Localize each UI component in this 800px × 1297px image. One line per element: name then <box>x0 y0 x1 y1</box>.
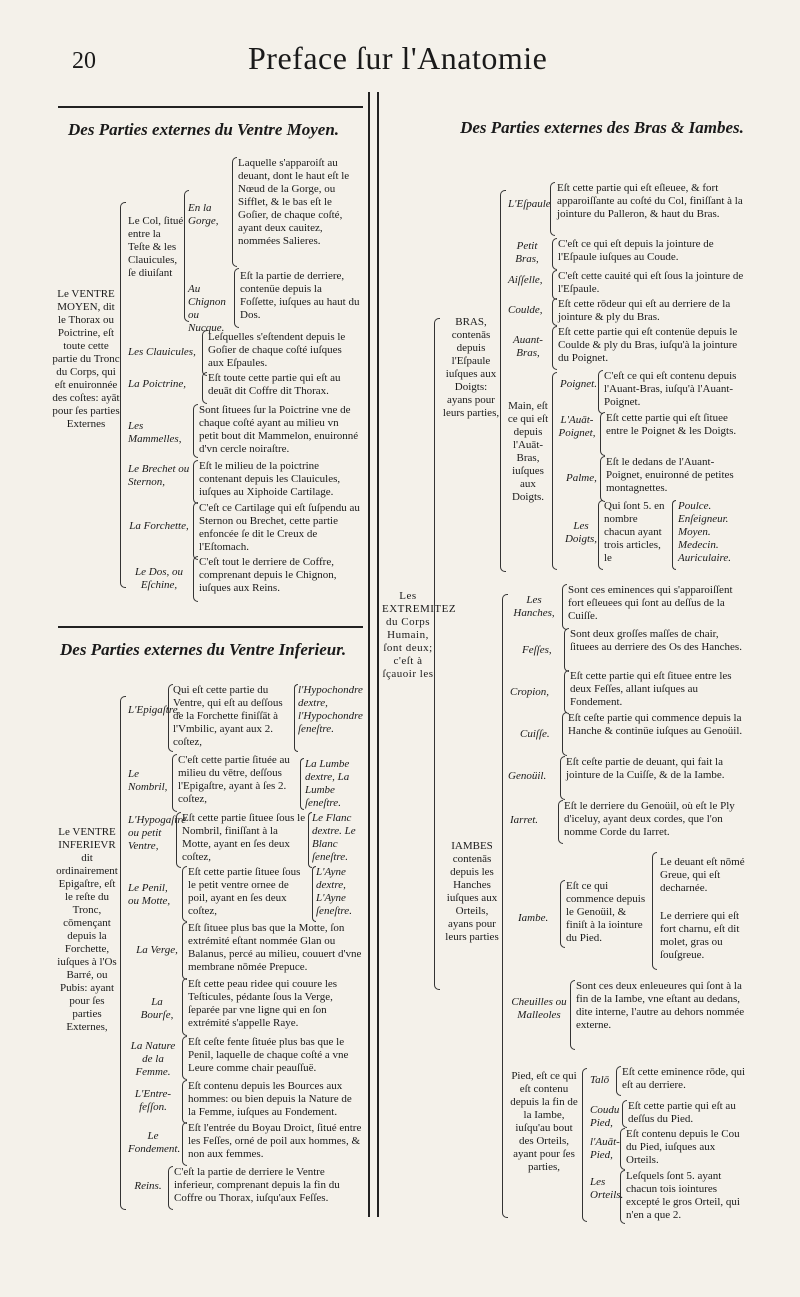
iambes-genou-desc: Eſt ceſte partie de deuant, qui fait la jointure de la Cuiſſe, & de la Iambe. <box>566 756 725 781</box>
bras-palme-desc: Eſt le dedans de l'Auant-Poignet, enuironné de petites montagnettes. <box>606 456 734 494</box>
bras-palme: Palme, <box>566 472 597 484</box>
fesses-brace <box>564 628 569 672</box>
poignet-brace <box>598 370 603 414</box>
cropion-brace <box>564 670 569 714</box>
inf-nature: La Nature de la Femme. <box>130 1040 176 1078</box>
inf-nombril: Le Nombril, <box>128 768 168 793</box>
inferieur-root: Le VENTRE INFERIEVR dit ordinairement Epigaſtre, eſt le reſte du Tronc, cōmençant depuis la Forchette, iuſques à l'Os Barré, ou Pubis: ayant pour ſes parties Externes, <box>56 826 118 1033</box>
inf-reins: Reins. <box>134 1180 162 1192</box>
main-brace <box>552 372 557 570</box>
brechet-brace <box>193 460 198 504</box>
moyen-clavicules-desc: Leſquelles s'eſtendent depuis le Goſier de chaque coſté iuſques aux Eſpaules. <box>208 331 346 369</box>
bras-coude: Coulde, <box>508 304 543 316</box>
bras-coude-desc: Eſt cette rōdeur qui eſt au derriere de la jointure & ply du Bras. <box>558 298 731 323</box>
inf-entrefesson: L'Entre-feſſon. <box>134 1088 172 1113</box>
bras-petit-desc: C'eſt ce qui eſt depuis la jointure de l'Eſpaule iuſques au Coude. <box>558 238 714 263</box>
inf-hypogastre: L'Hypogaſtre ou petit Ventre, <box>128 814 187 852</box>
moyen-mammelles: Les Mammelles, <box>128 420 182 445</box>
moyen-dos-desc: C'eſt tout le derriere de Coffre, comprenant depuis le Chignon, iuſques aux Reins. <box>199 556 337 594</box>
moyen-gorge: En la Gorge, <box>188 202 219 227</box>
bras-avantpoignet-desc: Eſt cette partie qui eſt ſituee entre le Poignet & les Doigts. <box>606 412 737 437</box>
iambes-chevilles-desc: Sont ces deux enleueures qui ſont à la fin de la Iambe, vne eſtant au dedans, dite interne, l'autre au dehors nommée externe. <box>576 980 745 1031</box>
extremitez-brace <box>434 318 440 990</box>
moyen-poictrine: La Poictrine, <box>128 378 187 390</box>
fond-brace <box>182 1122 187 1166</box>
bourse-brace <box>182 978 187 1036</box>
inf-reins-desc: C'eſt la partie de derriere le Ventre inferieur, comprenant depuis la fin du Coffre ou Thorax, iuſqu'aux Feſſes. <box>174 1166 340 1204</box>
bras-aisselle-desc: C'eſt cette cauité qui eſt ſous la jointure de l'Eſpaule. <box>558 270 744 295</box>
inferieur-brace <box>120 696 126 1210</box>
iambes-iambe-desc: Eſt ce qui commence depuis le Genoüil, & finiſt à la iointure du Pied. <box>566 880 646 944</box>
bras-avant: Auant-Bras, <box>513 334 543 359</box>
section-rule-top <box>58 106 363 108</box>
hanches-brace <box>562 584 567 630</box>
inf-epigastre-desc: Qui eſt cette partie du Ventre, qui eſt au deſſous de la Forchette finiſſāt à l'Vmbilic, ayant aux 2. coſtez, <box>173 684 283 748</box>
iambes-derriere: Le derriere qui eſt fort charnu, eſt dit molet, gras ou ſouſgreue. <box>660 910 740 961</box>
moyen-brechet-desc: Eſt le milieu de la poictrine contenant depuis les Clauicules, iuſques au Xiphoide Cartilage. <box>199 460 341 498</box>
espaule-brace <box>550 182 555 236</box>
extremitez-root: Les EXTREMITEZ du Corps Humain, ſont deux; c'eſt à ſçauoir les <box>382 590 457 680</box>
genou-brace <box>560 756 565 800</box>
iambes-cuisse-desc: Eſt ceſte partie qui commence depuis la Hanche & continüe iuſques au Genoüil. <box>568 712 743 737</box>
moyen-forchette-desc: C'eſt ce Cartilage qui eſt ſuſpendu au Sternon ou Brechet, cette partie enfoncée ſe dit le Creux de l'Eſtomach. <box>199 502 360 553</box>
moyen-brace <box>120 202 126 588</box>
mam-brace <box>193 404 198 458</box>
gorge-brace <box>232 157 237 267</box>
bras-doigts-desc: Qui ſont 5. en nombre chacun ayant trois articles, le <box>604 500 665 564</box>
inf-nombril-desc: C'eſt cette partie ſituée au milieu du vētre, deſſous l'Epigaſtre, ayant à ſes 2. coſtez, <box>178 754 290 805</box>
inf-epigastre: L'Epigaſtre, <box>128 704 181 716</box>
inf-fondement: Le Fondement. <box>128 1130 181 1155</box>
bras-doigts: Les Doigts, <box>564 520 598 545</box>
inf-epigastre-sides: l'Hypochondre dextre, l'Hypochondre ſeneſtre. <box>298 684 363 735</box>
iambes-cuisse: Cuiſſe. <box>520 728 550 740</box>
iambes-chevilles: Cheuilles ou Malleoles <box>511 996 567 1021</box>
column-rule-right <box>377 92 379 1217</box>
entre-brace <box>182 1080 187 1124</box>
reins-brace <box>168 1166 173 1210</box>
moyen-clavicules: Les Clauicules, <box>128 346 196 358</box>
iambes-coudupied: Coudu Pied, <box>590 1104 620 1129</box>
petit-brace <box>552 238 557 270</box>
iambes-iarret: Iarret. <box>510 814 539 826</box>
avpied-brace <box>620 1128 625 1170</box>
talon-brace <box>616 1066 621 1096</box>
bras-aisselle: Aiſſelle, <box>508 274 543 286</box>
coudu-brace <box>622 1100 627 1128</box>
iambes-talon: Talō <box>590 1074 610 1086</box>
clav-brace <box>202 330 207 376</box>
nomb-r-brace <box>300 758 304 810</box>
iambes-orteils-desc: Leſquels ſont 5. ayant chacun tois iointures excepté le gros Orteil, qui n'en a que 2. <box>626 1170 740 1221</box>
inf-entrefesson-desc: Eſt contenu depuis les Bources aux hommes: ou bien depuis la Nature de la Femme, iuſques au Fondement. <box>188 1080 352 1118</box>
pied-brace <box>582 1068 587 1222</box>
iambes-iambe: Iambe. <box>518 912 549 924</box>
chevilles-brace <box>570 980 575 1050</box>
hypo-brace <box>176 812 181 868</box>
inf-hypogastre-desc: Eſt cette partie ſituee ſous le Nombril, finiſſant à la Motte, ayant en ſes deux coſtez, <box>182 812 306 863</box>
section-rule-mid <box>58 626 363 628</box>
inf-penil-sides: L'Ayne dextre, L'Ayne ſeneſtre. <box>316 866 352 917</box>
iambes-cropion: Cropion, <box>510 686 550 698</box>
doigts-r-brace <box>672 500 676 570</box>
inf-nature-desc: Eſt ceſte fente ſituée plus bas que le Penil, laquelle de chaque coſté a vne Leure comme chair peauſſuë. <box>188 1036 349 1074</box>
chignon-brace <box>234 268 239 328</box>
moyen-dos: Le Dos, ou Eſchine, <box>135 566 183 591</box>
nomb-brace <box>172 754 177 812</box>
iambe-brace <box>560 880 565 948</box>
iambes-coudupied-desc: Eſt cette partie qui eſt au deſſus du Pied. <box>628 1100 736 1125</box>
moyen-forchette: La Forchette, <box>129 520 189 532</box>
bras-espaule: L'Eſpaule <box>508 198 551 210</box>
avant-brace <box>552 326 557 370</box>
column-rule-left <box>368 92 370 1217</box>
aiss-brace <box>552 270 557 300</box>
page-number: 20 <box>72 48 96 74</box>
coude-brace <box>552 298 557 326</box>
cuisse-brace <box>562 712 567 756</box>
iambes-avantpied: l'Auāt-Pied, <box>590 1136 620 1161</box>
bras-root: BRAS, contenās depuis l'Eſpaule iuſques aux Doigts: ayans pour leurs parties, <box>442 316 500 419</box>
moyen-chignon: Au Chignon ou Nucque. <box>188 283 226 334</box>
moyen-chignon-desc: Eſt la partie de derriere, contenüe depuis la Foſſette, iuſques au haut du Dos. <box>240 270 360 321</box>
bras-avant-desc: Eſt cette partie qui eſt contenüe depuis le Coulde & ply du Bras, iuſqu'à la jointure du Poignet. <box>558 326 738 364</box>
iambes-hanches: Les Hanches, <box>513 594 555 619</box>
moyen-section-title: Des Parties externes du Ventre Moyen. <box>68 120 340 139</box>
bras-doigts-list: Poulce. Enſeigneur. Moyen. Medecin. Auriculaire. <box>678 500 732 564</box>
iambes-pied: Pied, eſt ce qui eſt contenu depuis la fin de la Iambe, iuſqu'au bout des Orteils, ayant pour ſes parties, <box>510 1070 578 1173</box>
orteils-brace <box>620 1170 625 1224</box>
inf-verge-desc: Eſt ſituee plus bas que la Motte, ſon extrémité eſtant nommée Glan ou Balanus, percé au milieu, couuert d'vne membrane nōmée Prepuce. <box>188 922 362 973</box>
iambes-avantpied-desc: Eſt contenu depuis le Cou du Pied, iuſques aux Orteils. <box>626 1128 740 1166</box>
inf-hypogastre-sides: Le Flanc dextre. Le Blanc ſeneſtre. <box>312 812 356 863</box>
inferieur-section-title: Des Parties externes du Ventre Inferieur. <box>60 640 347 659</box>
inf-bourse-desc: Eſt cette peau ridee qui couure les Teſticules, pédante ſous la Verge, ſeparée par vne ligne qui en ſon extrémité s'appelle Raye. <box>188 978 338 1029</box>
iambes-iarret-desc: Eſt le derriere du Genoüil, où eſt le Ply d'iceluy, ayant deux cordes, que l'on nomme Corde du Iarret. <box>564 800 735 838</box>
iambes-hanches-desc: Sont ces eminences qui s'apparoiſſent fort eſleuees qui ſont au deſſus de la Cuiſſe. <box>568 584 733 622</box>
moyen-brechet: Le Brechet ou Sternon, <box>128 463 190 488</box>
moyen-root: Le VENTRE MOYEN, dit le Thorax ou Poictrine, eſt toute cette partie du Tronc du Corps, qui eſt enuironnée des coſtes: ayāt pour ſes parties Externes <box>52 288 120 430</box>
iambes-genou: Genoüil. <box>508 770 547 782</box>
penil-brace <box>182 866 187 922</box>
iambes-cropion-desc: Eſt cette partie qui eſt ſituee entre les deux Feſſes, allant iuſques au Fondement. <box>570 670 732 708</box>
inf-bourse: La Bourſe, <box>140 996 174 1021</box>
fourch-brace <box>193 502 198 560</box>
iambes-orteils: Les Orteils. <box>590 1176 624 1201</box>
moyen-gorge-desc: Laquelle s'apparoiſt au deuant, dont le haut eſt le Nœud de la Gorge, ou Sifflet, & le bas eſt le Goſier, de chaque coſté, ayant deux cauitez, nommées Salieres. <box>238 157 350 247</box>
moyen-poictrine-desc: Eſt toute cette partie qui eſt au deuāt dit Coffre dit Thorax. <box>208 372 341 397</box>
iarret-brace <box>558 800 563 844</box>
bras-section-title: Des Parties externes des Bras & Iambes. <box>460 118 744 137</box>
bras-avantpoignet: L'Auāt-Poignet, <box>558 414 596 439</box>
inf-penil: Le Penil, ou Motte, <box>128 882 171 907</box>
inf-verge: La Verge, <box>136 944 178 956</box>
iambes-talon-desc: Eſt cette eminence rōde, qui eſt au derriere. <box>622 1066 746 1091</box>
bras-petit: Petit Bras, <box>515 240 539 265</box>
iambe-r-brace <box>652 852 657 970</box>
bras-espaule-desc: Eſt cette partie qui eſt eſleuee, & fort apparoiſſante au coſté du Col, finiſſant à la jointure du Palleron, & haut du Bras. <box>557 182 743 220</box>
bras-main: Main, eſt ce qui eſt depuis l'Auāt-Bras, iuſques aux Doigts. <box>507 400 549 503</box>
moyen-mammelles-desc: Sont ſituees ſur la Poictrine vne de chaque coſté ayant au milieu vn petit bout dit Mammelon, enuironné d'vn cercle noiraſtre. <box>199 404 359 455</box>
poict-brace <box>202 372 207 404</box>
nature-brace <box>182 1036 187 1080</box>
iambes-root: IAMBES contenās depuis les Hanches iuſques aux Orteils, ayans pour leurs parties <box>445 840 499 943</box>
palme-brace <box>600 456 605 502</box>
iambes-fesses: Feſſes, <box>522 644 552 656</box>
inf-nombril-sides: La Lumbe dextre, La Lumbe ſeneſtre. <box>305 758 350 809</box>
inf-penil-desc: Eſt cette partie ſituee ſous le petit ventre ornee de poil, ayant en ſes deux coſtez, <box>188 866 301 917</box>
dos-brace <box>193 556 198 602</box>
verge-brace <box>182 922 187 980</box>
running-title: Preface ſur l'Anatomie <box>248 40 548 76</box>
avpoig-brace <box>600 412 605 456</box>
inf-fondement-desc: Eſt l'entrée du Boyau Droict, ſitué entre les Feſſes, orné de poil aux hommes, & non aux femmes. <box>188 1122 362 1160</box>
iambes-devant: Le deuant eſt nōmé Greue, qui eſt decharnée. <box>660 856 745 894</box>
moyen-col: Le Col, ſitué entre la Teſte & les Clauicules, ſe diuiſant <box>128 215 184 279</box>
bras-poignet: Poignet. <box>560 378 597 390</box>
doigts-brace <box>598 500 603 570</box>
iambes-fesses-desc: Sont deux groſſes maſſes de chair, ſituees au derriere des Os des Hanches. <box>570 628 742 653</box>
bras-poignet-desc: C'eſt ce qui eſt contenu depuis l'Auant-Bras, iuſqu'à l'Auant-Poignet. <box>604 370 737 408</box>
